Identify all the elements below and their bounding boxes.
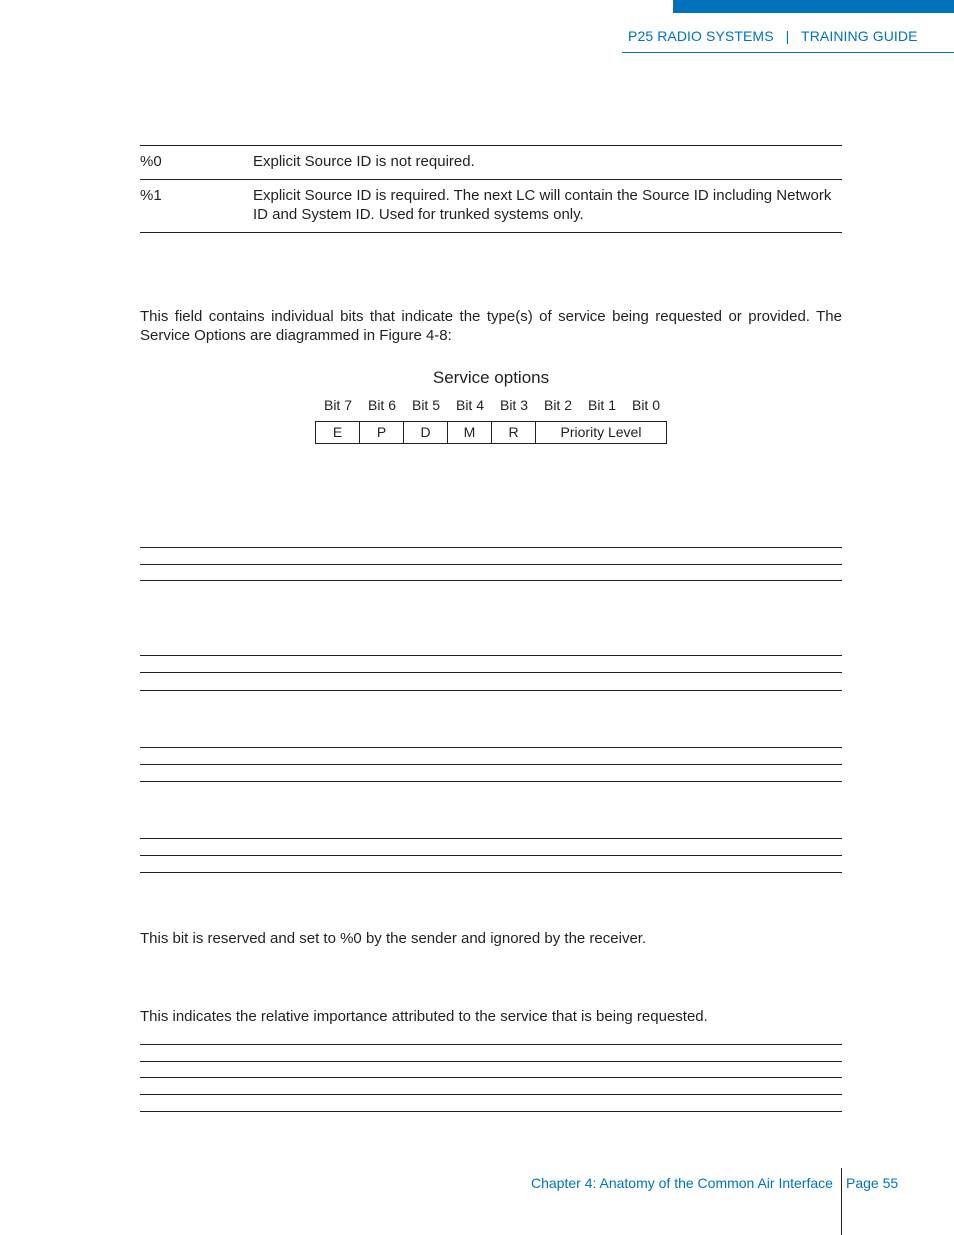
table-rule <box>140 764 842 765</box>
bit-label: Bit 7 <box>323 397 352 413</box>
bit-label: Bit 5 <box>411 397 440 413</box>
bit-label: Bit 3 <box>499 397 528 413</box>
table-rule <box>140 1111 842 1112</box>
service-options-bitfield <box>315 421 667 444</box>
table-rule <box>140 781 842 782</box>
bit-labels <box>316 397 668 415</box>
table-rule <box>140 1094 842 1095</box>
row-code: %0 <box>140 153 162 170</box>
source-id-table <box>140 145 842 233</box>
row-description: Explicit Source ID is not required. <box>253 153 475 170</box>
table-row <box>140 179 842 233</box>
bit-label: Bit 0 <box>631 397 660 413</box>
footer-chapter-title: Chapter 4: Anatomy of the Common Air Interface <box>531 1175 833 1191</box>
service-options-paragraph: This field contains individual bits that indicate the type(s) of service being requested or provided. The Service Options are diagrammed in Figure 4-8: <box>140 308 842 344</box>
row-description: Explicit Source ID is required. The next LC will contain the Source ID including Network ID and System ID. Used for trunked systems only. <box>253 187 832 223</box>
table-rule <box>140 1061 842 1062</box>
table-rule <box>140 838 842 839</box>
reserved-bit-paragraph: This bit is reserved and set to %0 by the sender and ignored by the receiver. <box>140 930 647 947</box>
table-rule <box>140 747 842 748</box>
bit-cell-r: R <box>492 422 536 443</box>
priority-level-paragraph: This indicates the relative importance attributed to the service that is being requested. <box>140 1008 708 1025</box>
table-rule <box>140 547 842 548</box>
bit-label: Bit 4 <box>455 397 484 413</box>
bit-cell-e: E <box>316 422 360 443</box>
footer-page-number: Page 55 <box>846 1175 899 1191</box>
bit-cell-d: D <box>404 422 448 443</box>
table-rule <box>140 1044 842 1045</box>
table-rule <box>140 580 842 581</box>
running-header: P25 RADIO SYSTEMS | TRAINING GUIDE <box>628 28 918 44</box>
table-rule <box>140 672 842 673</box>
table-rule <box>140 655 842 656</box>
bit-label: Bit 1 <box>587 397 616 413</box>
bit-cell-m: M <box>448 422 492 443</box>
table-row <box>140 145 842 179</box>
bit-label: Bit 6 <box>367 397 396 413</box>
table-rule <box>140 872 842 873</box>
bit-cell-priority-level: Priority Level <box>560 424 642 440</box>
figure-title: Service options <box>432 368 550 387</box>
footer-divider <box>841 1168 842 1235</box>
bit-label: Bit 2 <box>543 397 572 413</box>
table-rule <box>140 855 842 856</box>
table-rule <box>140 1077 842 1078</box>
bit-cell-p: P <box>360 422 404 443</box>
header-rule <box>622 52 954 53</box>
table-rule <box>140 690 842 691</box>
header-accent-bar <box>673 0 954 13</box>
table-rule <box>140 564 842 565</box>
row-code: %1 <box>140 187 162 204</box>
